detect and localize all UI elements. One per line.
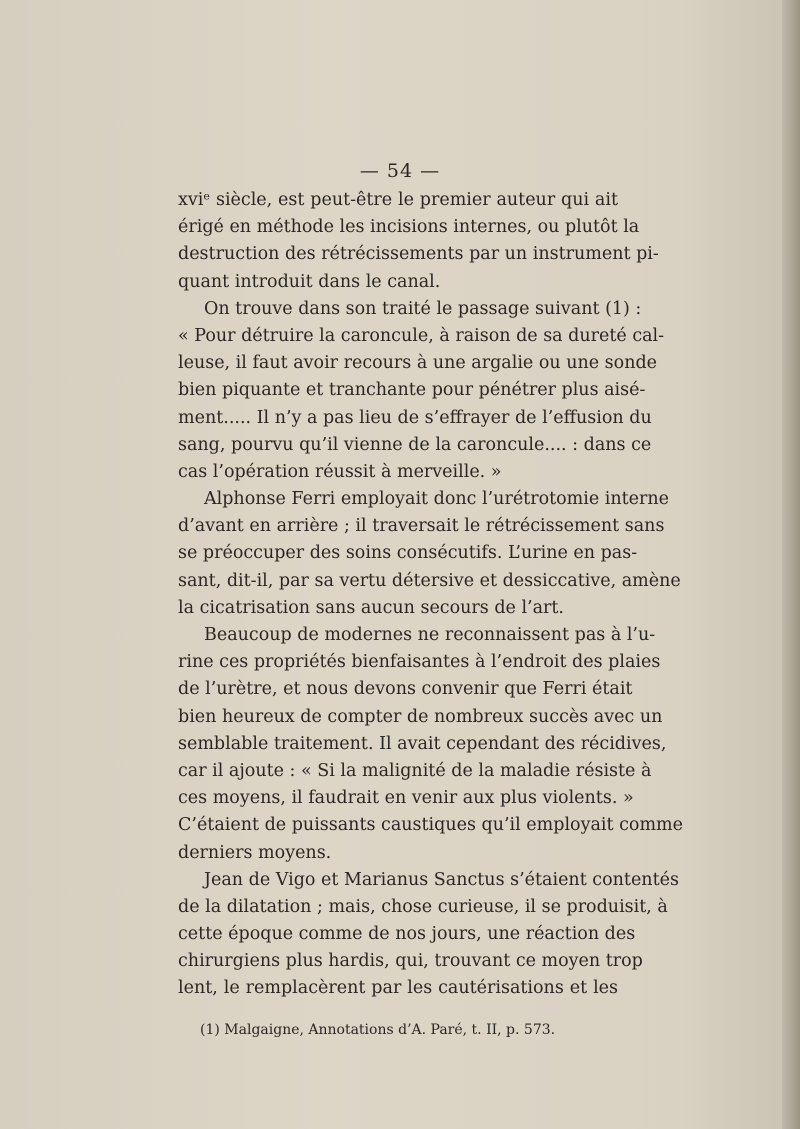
text-line: la cicatrisation sans aucun secours de l’art. xyxy=(178,597,564,618)
text-line: lent, le remplacèrent par les cautérisations et les xyxy=(178,978,618,999)
text-line: érigé en méthode les incisions internes, ou plutôt la xyxy=(178,217,640,238)
text-line: rine ces propriétés bienfaisantes à l’endroit des plaies xyxy=(178,652,661,673)
text-line: xviᵉ siècle, est peut-être le premier auteur qui ait xyxy=(178,190,618,210)
text-line: se préoccuper des soins consécutifs. L’urine en pas- xyxy=(178,543,638,564)
text-line: de l’urètre, et nous devons convenir que Ferri était xyxy=(178,679,633,700)
text-line: leuse, il faut avoir recours à une argalie ou une sonde xyxy=(178,353,658,374)
text-line: bien piquante et tranchante pour pénétrer plus aisé- xyxy=(178,380,646,401)
text-line: sant, dit-il, par sa vertu détersive et dessiccative, amène xyxy=(178,570,681,591)
body-text xyxy=(178,187,683,1003)
text-line: ces moyens, il faudrait en venir aux plus violents. » xyxy=(178,788,634,809)
text-line: Beaucoup de modernes ne reconnaissent pas à l’u- xyxy=(204,625,656,645)
text-line: Jean de Vigo et Marianus Sanctus s’étaient contentés xyxy=(204,869,679,890)
page-number: — 54 — xyxy=(359,160,441,182)
text-line: de la dilatation ; mais, chose curieuse, il se produisit, à xyxy=(178,896,668,917)
text-line: semblable traitement. Il avait cependant des récidives, xyxy=(178,733,667,754)
text-line: cette époque comme de nos jours, une réaction des xyxy=(178,924,636,945)
text-line: sang, pourvu qu’il vienne de la caroncule.... : dans ce xyxy=(178,434,652,455)
text-line: On trouve dans son traité le passage suivant (1) : xyxy=(204,298,642,319)
text-line: cas l’opération réussit à merveille. » xyxy=(178,461,502,482)
text-line: ment..... Il n’y a pas lieu de s’effrayer de l’effusion du xyxy=(178,407,652,428)
footnote: (1) Malgaigne, Annotations d’A. Paré, t. II, p. 573. xyxy=(200,1022,556,1038)
text-line: d’avant en arrière ; il traversait le rétrécissement sans xyxy=(178,516,665,537)
text-line: quant introduit dans le canal. xyxy=(178,271,441,292)
text-line: Alphonse Ferri employait donc l’urétrotomie interne xyxy=(204,489,670,510)
text-line: destruction des rétrécissements par un instrument pi- xyxy=(178,244,659,265)
text-line: car il ajoute : « Si la malignité de la maladie résiste à xyxy=(178,760,652,781)
text-line: chirurgiens plus hardis, qui, trouvant ce moyen trop xyxy=(178,951,643,972)
text-line: « Pour détruire la caroncule, à raison de sa dureté cal- xyxy=(178,325,665,346)
text-line: bien heureux de compter de nombreux succès avec un xyxy=(178,706,663,727)
text-line: derniers moyens. xyxy=(178,842,332,863)
text-line: C’étaient de puissants caustiques qu’il employait comme xyxy=(178,815,683,836)
